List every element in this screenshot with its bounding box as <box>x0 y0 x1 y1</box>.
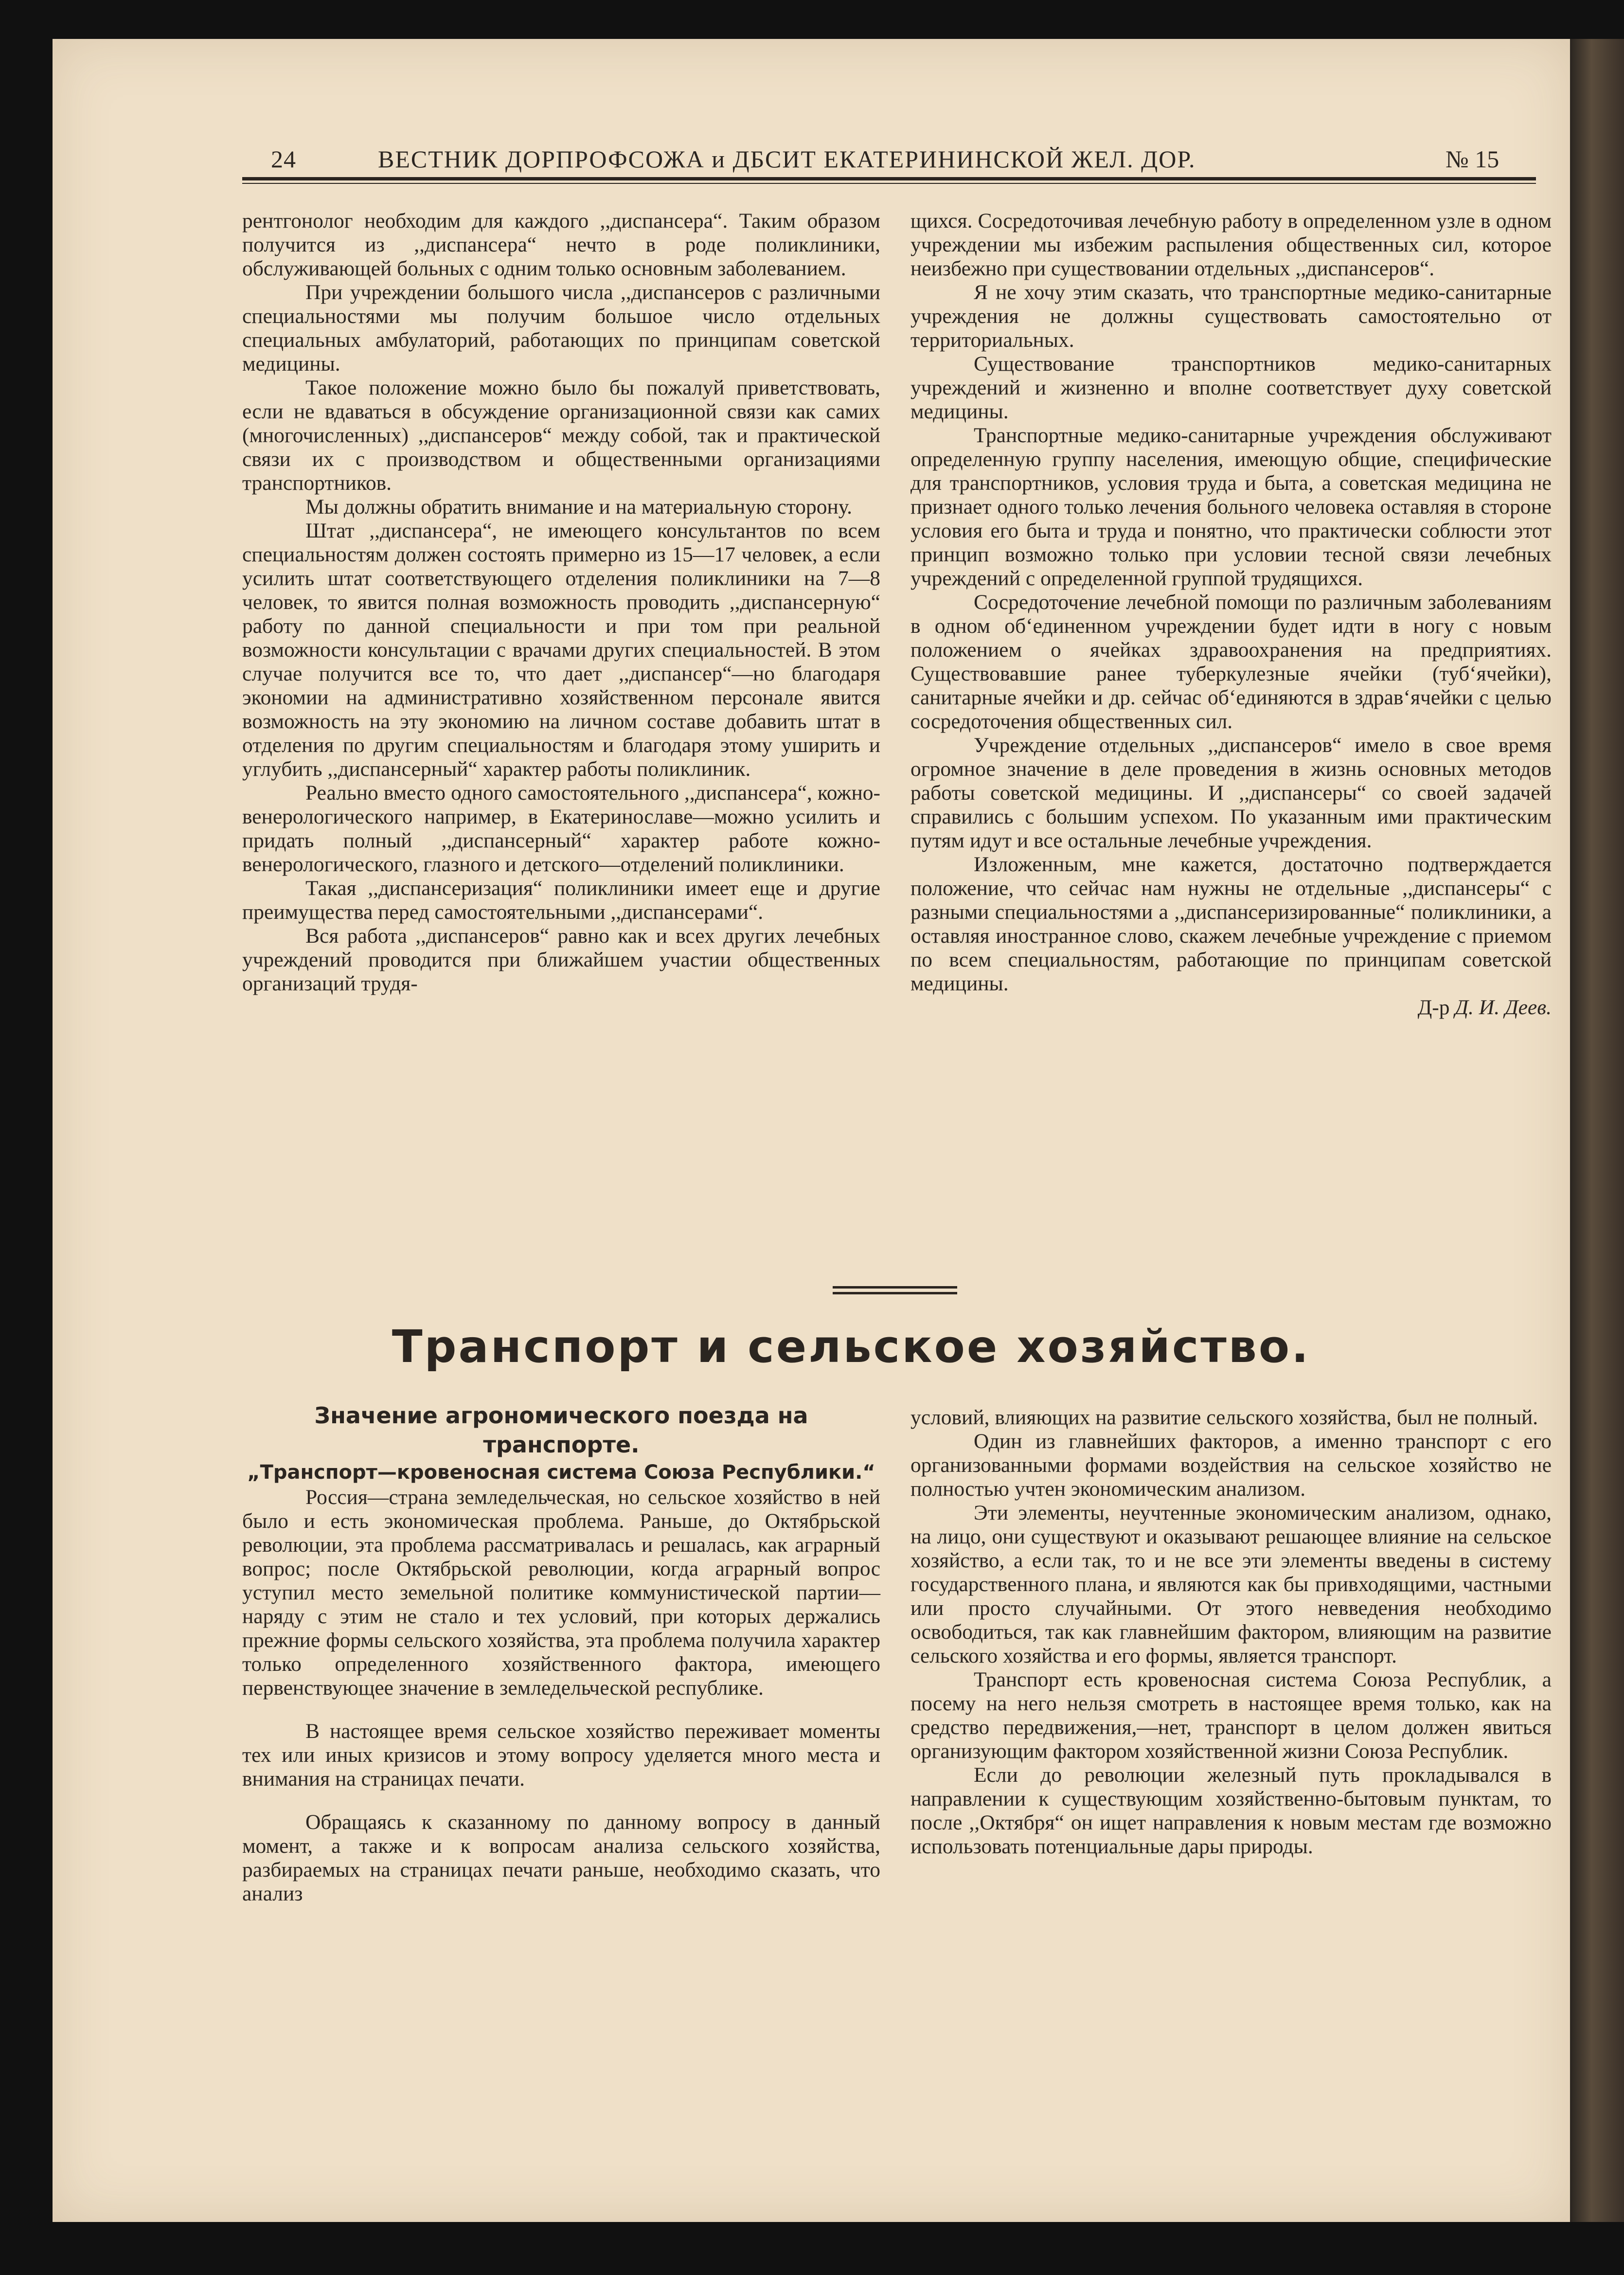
paragraph: Я не хочу этим сказать, что транспортные медико-санитарные учреждения не должны существовать самостоятельно от территориальных. <box>910 281 1552 352</box>
article-subtitle: „Транспорт—кровеносная система Союза Республики.“ <box>247 1461 875 1484</box>
paragraph: Транспортные медико-санитарные учреждения обслуживают определенную группу населения, имеющую общие, специфические для транспортников, условия труда и быта, а советская медицина не признает одного только лечения больного человека оставляя в стороне условия его быта и труда и понятно, что практически соблюсти этот принцип возможно только при условии тесной связи лечебных учреждений с определенной группой трудящихся. <box>910 424 1552 590</box>
section-title: Транспорт и сельское хозяйство. <box>392 1321 1311 1373</box>
top-right-column <box>910 209 1552 1020</box>
article-left-column <box>242 1401 880 1906</box>
article-right-column <box>910 1406 1552 1859</box>
paragraph: Транспорт есть кровеносная система Союза Республик, а посему на него нельзя смотреть в настоящее время только, как на средство передвижения,—нет, транспорт в целом должен явиться организующим фактором хозяйственной жизни Союза Республик. <box>910 1668 1552 1763</box>
paragraph: рентгонолог необходим для каждого ,,диспансера“. Таким образом получится из ,,диспансера“ нечто в роде поликлиники, обслуживающей больных с одним только основным заболеванием. <box>242 209 880 280</box>
paragraph: При учреждении большого числа ,,диспансеров с различными специальностями мы получим большое число отдельных специальных амбулаторий, работающих по принципам советской медицины. <box>242 281 880 376</box>
paragraph: Один из главнейших факторов, а именно транспорт с его организованными формами воздействия на сельское хозяйство не полностью учтен экономическим анализом. <box>910 1430 1552 1501</box>
author-signature <box>910 996 1552 1020</box>
article-title: Значение агрономического поезда на транспорте. <box>314 1402 808 1458</box>
journal-title: ВЕСТНИК ДОРПРОФСОЖА и ДБСИТ ЕКАТЕРИНИНСКОЙ ЖЕЛ. ДОР. <box>378 145 1196 173</box>
signature-name: Д. И. Деев. <box>1455 996 1552 1019</box>
page-number: 24 <box>271 145 296 173</box>
paragraph: условий, влияющих на развитие сельского хозяйства, был не полный. <box>910 1406 1538 1429</box>
header-rule-thin <box>242 183 1536 184</box>
section-divider-rule-2 <box>833 1292 957 1294</box>
adjacent-page-edge <box>1570 39 1624 2222</box>
paragraph: Штат ,,диспансера“, не имеющего консультантов по всем специальностям должен состоять примерно из 15—17 человек, а если усилить штат соответствующего отделения поликлиники на 7—8 человек, то явится полная возможность проводить ,,диспансерную“ работу по данной специальности и при том при реальной возможности консультации с врачами других специальностей. В этом случае получится все то, что дает ,,диспансер“—но благодаря экономии на административно хозяйственном персонале явится возможность на эту экономию на личном составе добавить штат в отделения по другим специальностям и благодаря этому уширить и углубить ,,диспансерный“ характер работы поликлиник. <box>242 519 880 781</box>
paragraph: Существование транспортников медико-санитарных учреждений и жизненно и вполне соответствует духу советской медицины. <box>910 352 1552 423</box>
paragraph: Обращаясь к сказанному по данному вопросу в данный момент, а также и к вопросам анализа сельского хозяйства, разбираемых на страницах печати раньше, необходимо сказать, что анализ <box>242 1810 880 1905</box>
header-rule-thick <box>242 177 1536 180</box>
paragraph: В настоящее время сельское хозяйство переживает моменты тех или иных кризисов и этому вопросу уделяется много места и внимания на страницах печати. <box>242 1720 880 1791</box>
paragraph: Мы должны обратить внимание и на материальную сторону. <box>305 495 852 519</box>
section-divider-rule-1 <box>833 1286 957 1289</box>
page-header <box>191 145 1543 179</box>
paragraph: Если до революции железный путь прокладывался в направлении к существующим хозяйственно-бытовым пунктам, то после ,,Октября“ он ищет направления к новым местам где возможно использовать потенциальные дары природы. <box>910 1763 1552 1858</box>
paragraph: Учреждение отдельных ,,диспансеров“ имело в свое время огромное значение в деле проведения в жизнь основных методов работы советской медицины. И ,,диспансеры“ со своей задачей справились с большим успехом. По указанным ими практическим путям идут и все остальные лечебные учреждения. <box>910 734 1552 852</box>
paragraph: Россия—страна земледельческая, но сельское хозяйство в ней было и есть экономическая проблема. Раньше, до Октябрьской революции, эта проблема рассматривалась и решалась, как аграрный вопрос; после Октябрьской революции, когда аграрный вопрос уступил место земельной политике коммунистической партии—наряду с этим не стало и тех условий, при которых держались прежние формы сельского хозяйства, эта проблема получила характер только определенного хозяйственного фактора, имеющего первенствующее значение в земледельческой республике. <box>242 1486 880 1700</box>
paragraph: Реально вместо одного самостоятельного ,,диспансера“, кожно-венерологического например, в Екатеринославе—можно усилить и придать полный ,,диспансерный“ характер работе кожно-венерологического, глазного и детского—отделений поликлиники. <box>242 781 880 876</box>
top-left-column <box>242 209 880 996</box>
paragraph: Эти элементы, неучтенные экономическим анализом, однако, на лицо, они существуют и оказывают решающее влияние на сельское хозяйство, а если так, то и не все эти элементы введены в систему государственного плана, и являются как бы привходящими, частными или просто случайными. От этого невведения необходимо освободиться, так как главнейшим фактором, влияющим на развитие сельского хозяйства и его формы, является транспорт. <box>910 1501 1552 1667</box>
paragraph: Вся работа ,,диспансеров“ равно как и всех других лечебных учреждений проводится при ближайшем участии общественных организаций трудя- <box>242 924 880 995</box>
paragraph: Такое положение можно было бы пожалуй приветствовать, если не вдаваться в обсуждение организационной связи как самих (многочисленных) ,,диспансеров“ между собой, так и практической связи их с производством и общественными организациями транспортников. <box>242 376 880 495</box>
paragraph: щихся. Сосредоточивая лечебную работу в определенном узле в одном учреждении мы избежим распыления общественных сил, которое неизбежно при существовании отдельных ,,диспансеров“. <box>910 209 1552 280</box>
paragraph: Такая ,,диспансеризация“ поликлиники имеет еще и другие преимущества перед самостоятельными ,,диспансерами“. <box>242 877 880 924</box>
paragraph: Сосредоточение лечебной помощи по различным заболеваниям в одном об‘единенном учреждении будет идти в ногу с новым положением о ячейках здравоохранения на предприятиях. Существовавшие ранее туберкулезные ячейки (туб‘ячейки), санитарные ячейки и др. сейчас об‘единяются в здрав‘ячейки с целью сосредоточения общественных сил. <box>910 591 1552 733</box>
issue-number: № 15 <box>1446 145 1499 173</box>
signature-prefix: Д-р <box>1417 996 1450 1019</box>
paragraph: Изложенным, мне кажется, достаточно подтверждается положение, что сейчас нам нужны не отдельные ,,диспансеры“ с разными специальностями а ,,диспансеризированные“ поликлиники, а оставляя иностранное слово, скажем лечебные учреждение с приемом по всем специальностям, работающие по принципам советской медицины. <box>910 853 1552 995</box>
